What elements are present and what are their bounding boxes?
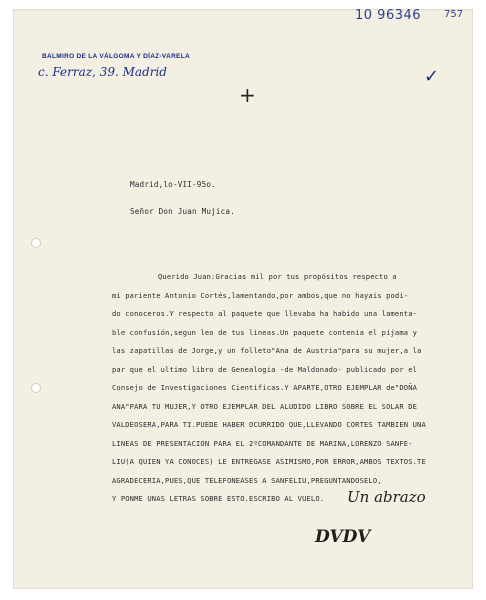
letter-body-line: AGRADECERIA,PUES,QUE TELEFONEASES A SANFELIU,PREGUNTANDOSELO,	[112, 475, 382, 485]
check-mark-icon: ✓	[424, 66, 440, 87]
letter-body-line: Querido Juan:Gracias mil por tus propósitos respecto a	[158, 272, 397, 281]
letter-body-line: do conoceros.Y respecto al paquete que llevaba ha habido una lamenta-	[112, 309, 418, 318]
letter-body-line: par que el ultimo libro de Genealogia -de Maldonado- publicado por el	[112, 364, 418, 374]
letter-body-line: LIU(A QUIEN YA CONOCES) LE ENTREGASE ASIMISMO,POR ERROR,AMBOS TEXTOS.TE	[112, 457, 426, 466]
letter-body-line: las zapatillas de Jorge,y un folleto"Ana de Austria"para su mujer,a la	[112, 346, 422, 355]
cross-mark-icon: +	[239, 83, 256, 107]
page-number: 757	[444, 9, 464, 20]
letter-date: Madrid,lo-VII-95o.	[130, 180, 216, 189]
letter-body-line: Consejo de Investigaciones Cientificas.Y APARTE,OTRO EJEMPLAR de"DOÑA	[112, 383, 418, 392]
letterhead-address: c. Ferraz, 39. Madrid	[38, 65, 167, 79]
punch-hole-bottom	[31, 383, 41, 393]
letter-body-line: ble confusión,segun leo de tus lineas.Un paquete contenia el pijama y	[112, 327, 418, 337]
letter-body-line: mi pariente Antonio Cortés,lamentando,por ambos,que no hayais podi-	[112, 290, 409, 300]
archive-code: 10 96346	[355, 8, 422, 23]
letterhead-name: BALMIRO DE LA VÁLGOMA Y DÍAZ-VARELA	[42, 53, 190, 60]
letter-recipient: Señor Don Juan Mujica.	[130, 207, 235, 216]
letter-body-line: ANA"PARA TU MUJER,Y OTRO EJEMPLAR DEL ALUDIDO LIBRO SOBRE EL SOLAR DE	[112, 401, 418, 411]
signature-initials: DVDV	[315, 527, 371, 547]
punch-hole-top	[31, 238, 41, 248]
letter-body-line: Y PONME UNAS LETRAS SOBRE ESTO.ESCRIBO AL VUELO.	[112, 494, 325, 503]
letter-body-line: VALDEOSERA,PARA TI.PUEDE HABER OCURRIDO QUE,LLEVANDO CORTES TAMBIEN UNA	[112, 420, 426, 429]
letter-body-line: LINEAS DE PRESENTACION PARA EL 2ºCOMANDANTE DE MARINA,LORENZO SANFE-	[112, 438, 413, 448]
signature: Un abrazo	[347, 488, 426, 506]
